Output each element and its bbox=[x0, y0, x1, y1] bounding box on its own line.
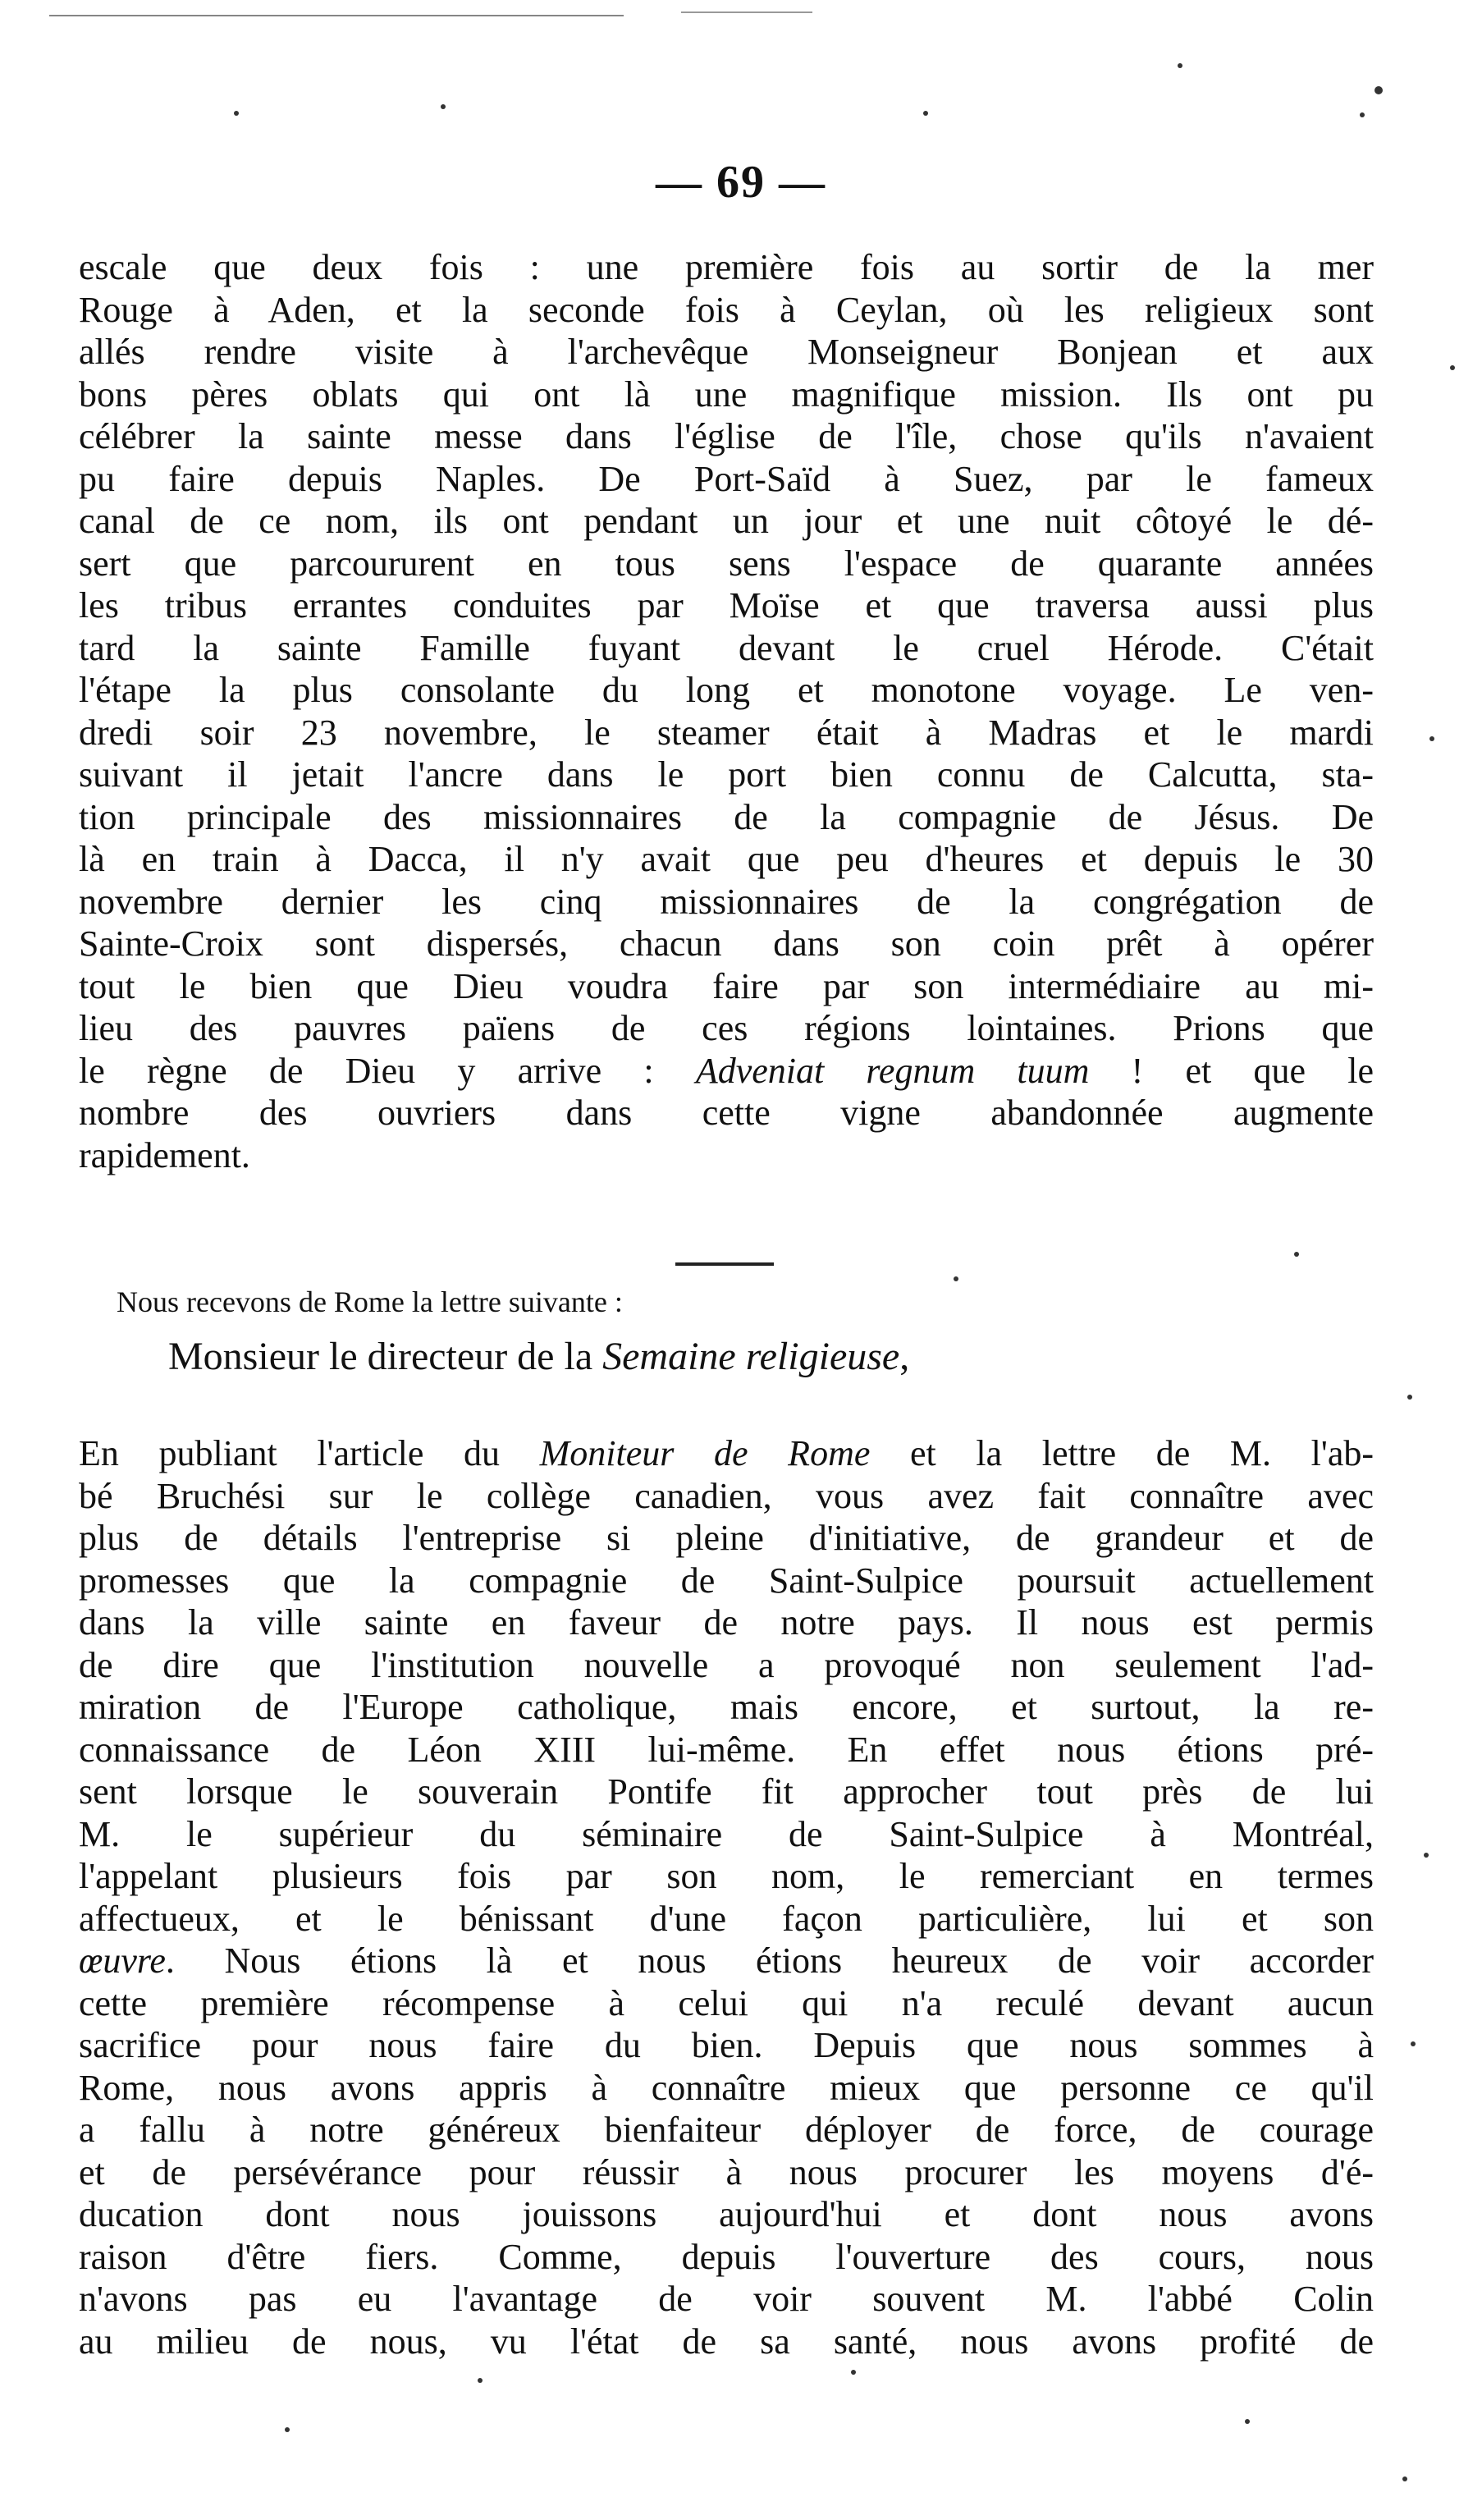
text-fragment: En publiant l'article du bbox=[79, 1433, 540, 1473]
publication-title: Semaine religieuse bbox=[602, 1335, 900, 1378]
text-line bbox=[79, 1432, 1374, 1475]
text-line: tard la sainte Famille fuyant devant le cruel Hérode. C'était bbox=[79, 627, 1374, 668]
italic-phrase: œuvre bbox=[79, 1940, 166, 1981]
text-fragment: ! et que le bbox=[1089, 1050, 1374, 1091]
letter-body-paragraph bbox=[79, 1432, 1374, 2362]
text-line: là en train à Dacca, il n'y avait que peu d'heures et depuis le 30 bbox=[79, 839, 1374, 879]
text-fragment: et la lettre de M. l'ab- bbox=[870, 1433, 1374, 1473]
text-line: n'avons pas eu l'avantage de voir souvent M. l'abbé Colin bbox=[79, 2279, 1374, 2319]
text-line: et de persévérance pour réussir à nous procurer les moyens d'é- bbox=[79, 2151, 1374, 2192]
text-line: sent lorsque le souverain Pontife fit approcher tout près de lui bbox=[79, 1771, 1374, 1812]
italic-phrase: Moniteur de Rome bbox=[539, 1433, 871, 1473]
text-line: suivant il jetait l'ancre dans le port bien connu de Calcutta, sta- bbox=[79, 754, 1374, 795]
text-line: canal de ce nom, ils ont pendant un jour et une nuit côtoyé le dé- bbox=[79, 501, 1374, 541]
text-line: a fallu à notre généreux bienfaiteur déployer de force, de courage bbox=[79, 2110, 1374, 2150]
text-line: miration de l'Europe catholique, mais encore, et surtout, la re- bbox=[79, 1687, 1374, 1727]
text-line bbox=[79, 1050, 1374, 1093]
text-line: ducation dont nous jouissons aujourd'hui et dont nous avons bbox=[79, 2194, 1374, 2234]
text-line: Rouge à Aden, et la seconde fois à Ceylan, où les religieux sont bbox=[79, 289, 1374, 330]
text-line: au milieu de nous, vu l'état de sa santé, nous avons profité de bbox=[79, 2321, 1374, 2362]
text-line: les tribus errantes conduites par Moïse et que traversa aussi plus bbox=[79, 585, 1374, 625]
text-fragment: le règne de Dieu y arrive : bbox=[79, 1050, 696, 1091]
text-line: tion principale des missionnaires de la compagnie de Jésus. De bbox=[79, 796, 1374, 837]
text-line: Sainte-Croix sont dispersés, chacun dans son coin prêt à opérer bbox=[79, 923, 1374, 964]
italic-phrase: Adveniat regnum tuum bbox=[695, 1050, 1090, 1091]
text-line bbox=[79, 1940, 1374, 1982]
text-line: dans la ville sainte en faveur de notre pays. Il nous est permis bbox=[79, 1602, 1374, 1643]
text-line: rapidement. bbox=[79, 1134, 250, 1175]
text-line: cette première récompense à celui qui n'a reculé devant aucun bbox=[79, 1982, 1374, 2023]
letter-salutation bbox=[168, 1334, 909, 1379]
text-line: M. le supérieur du séminaire de Saint-Sulpice à Montréal, bbox=[79, 1813, 1374, 1854]
section-divider bbox=[675, 1262, 774, 1266]
text-line: célébrer la sainte messe dans l'église de l'île, chose qu'ils n'avaient bbox=[79, 416, 1374, 456]
text-line: novembre dernier les cinq missionnaires de la congrégation de bbox=[79, 881, 1374, 922]
text-line: escale que deux fois : une première fois au sortir de la mer bbox=[79, 247, 1374, 287]
text-line: l'étape la plus consolante du long et monotone voyage. Le ven- bbox=[79, 670, 1374, 710]
text-line: de dire que l'institution nouvelle a provoqué non seulement l'ad- bbox=[79, 1644, 1374, 1685]
text-line: dredi soir 23 novembre, le steamer était à Madras et le mardi bbox=[79, 712, 1374, 753]
letter-introduction: Nous recevons de Rome la lettre suivante : bbox=[117, 1285, 623, 1318]
text-line: plus de détails l'entreprise si pleine d'initiative, de grandeur et de bbox=[79, 1518, 1374, 1558]
text-line: promesses que la compagnie de Saint-Sulpice poursuit actuellement bbox=[79, 1560, 1374, 1601]
text-line: tout le bien que Dieu voudra faire par son intermédiaire au mi- bbox=[79, 965, 1374, 1006]
text-line: sert que parcoururent en tous sens l'espace de quarante années bbox=[79, 543, 1374, 584]
text-fragment: . Nous étions là et nous étions heureux de voir accorder bbox=[165, 1940, 1374, 1981]
text-line: raison d'être fiers. Comme, depuis l'ouverture des cours, nous bbox=[79, 2236, 1374, 2277]
text-line: sacrifice pour nous faire du bien. Depuis que nous sommes à bbox=[79, 2025, 1374, 2065]
text-line: Rome, nous avons appris à connaître mieux que personne ce qu'il bbox=[79, 2067, 1374, 2108]
article-continuation-paragraph bbox=[79, 246, 1374, 1176]
text-line: nombre des ouvriers dans cette vigne abandonnée augmente bbox=[79, 1093, 1374, 1133]
page-number: — 69 — bbox=[656, 157, 826, 208]
text-line: l'appelant plusieurs fois par son nom, le remerciant en termes bbox=[79, 1856, 1374, 1896]
text-line: lieu des pauvres païens de ces régions lointaines. Prions que bbox=[79, 1008, 1374, 1048]
salutation-text: Monsieur le directeur de la bbox=[168, 1335, 603, 1378]
text-line: affectueux, et le bénissant d'une façon particulière, lui et son bbox=[79, 1898, 1374, 1939]
text-line: bé Bruchési sur le collège canadien, vous avez fait connaître avec bbox=[79, 1475, 1374, 1516]
text-line: connaissance de Léon XIII lui-même. En effet nous étions pré- bbox=[79, 1729, 1374, 1770]
text-line: pu faire depuis Naples. De Port-Saïd à Suez, par le fameux bbox=[79, 458, 1374, 499]
text-line: bons pères oblats qui ont là une magnifique mission. Ils ont pu bbox=[79, 373, 1374, 415]
text-line: allés rendre visite à l'archevêque Monseigneur Bonjean et aux bbox=[79, 332, 1374, 372]
salutation-punctuation: , bbox=[899, 1335, 910, 1378]
